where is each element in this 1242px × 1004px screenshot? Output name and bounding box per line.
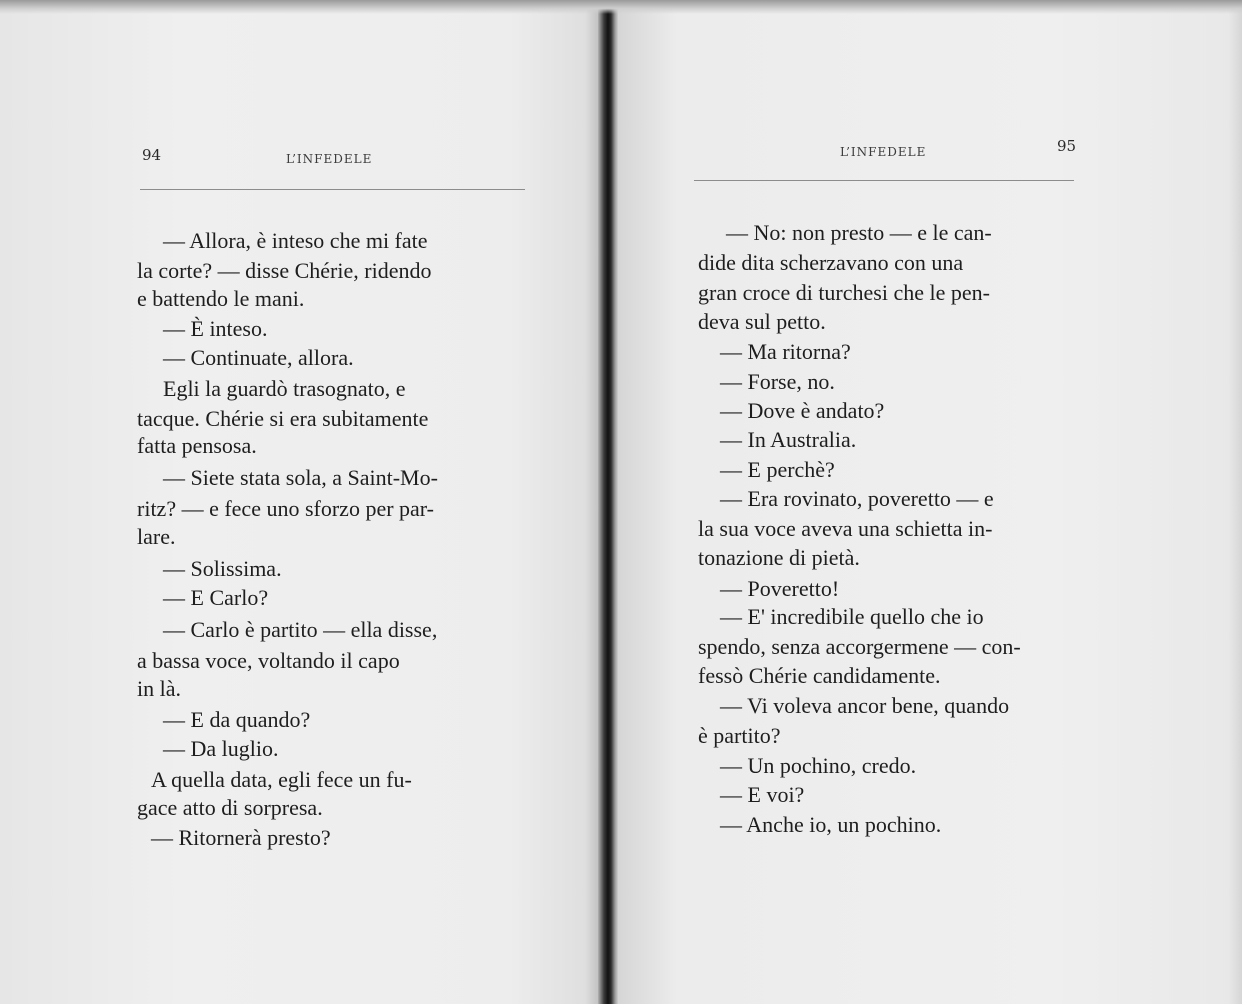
text-line: — Allora, è inteso che mi fate	[163, 228, 428, 253]
text-line: Egli la guardò trasognato, e	[163, 376, 406, 401]
page-edge-shadow	[1228, 0, 1242, 1004]
left-page	[0, 0, 600, 1004]
text-line: — Dove è andato?	[720, 398, 885, 423]
text-line: — Continuate, allora.	[163, 345, 354, 370]
text-line: — Anche io, un pochino.	[720, 812, 942, 837]
text-line: — Era rovinato, poveretto — e	[720, 486, 994, 511]
right-page	[614, 0, 1242, 1004]
text-line: A quella data, egli fece un fu-	[151, 767, 412, 792]
text-line: fessò Chérie candidamente.	[698, 663, 941, 688]
running-head-right: L’INFEDELE	[840, 145, 927, 159]
text-line: ritz? — e fece uno sforzo per par-	[137, 496, 435, 521]
text-line: gace atto di sorpresa.	[137, 795, 323, 820]
text-line: — E perchè?	[720, 457, 835, 482]
text-line: fatta pensosa.	[137, 433, 257, 458]
text-line: tacque. Chérie si era subitamente	[137, 406, 429, 431]
text-line: — Poveretto!	[720, 576, 840, 601]
running-head-left: L’INFEDELE	[286, 152, 373, 166]
text-line: — Siete stata sola, a Saint-Mo-	[163, 465, 438, 490]
text-line: — Solissima.	[163, 556, 282, 581]
header-rule-right	[694, 180, 1074, 181]
text-line: tonazione di pietà.	[698, 545, 860, 570]
text-line: — È inteso.	[163, 316, 268, 341]
text-line: a bassa voce, voltando il capo	[137, 648, 400, 673]
text-line: e battendo le mani.	[137, 286, 305, 311]
text-line: deva sul petto.	[698, 309, 826, 334]
page-number-right: 95	[1057, 137, 1077, 155]
text-line: — Carlo è partito — ella disse,	[163, 617, 438, 642]
text-line: — E Carlo?	[163, 585, 269, 610]
gutter-shadow	[585, 0, 599, 1004]
text-line: — Forse, no.	[720, 369, 835, 394]
page-number-left: 94	[142, 146, 162, 164]
text-line: — E voi?	[720, 782, 805, 807]
text-line: — In Australia.	[720, 427, 857, 452]
text-line: spendo, senza accorgermene — con-	[698, 634, 1021, 659]
text-line: — E da quando?	[163, 707, 311, 732]
text-line: — Un pochino, credo.	[720, 753, 917, 778]
text-line: — E' incredibile quello che io	[720, 604, 984, 629]
text-line: la corte? — disse Chérie, ridendo	[137, 258, 432, 283]
text-line: — Ma ritorna?	[720, 339, 851, 364]
text-line: dide dita scherzavano con una	[698, 250, 964, 275]
text-line: in là.	[137, 676, 181, 701]
top-scan-edge	[0, 0, 1242, 14]
book-gutter	[598, 0, 618, 1004]
text-line: lare.	[137, 524, 176, 549]
text-line: la sua voce aveva una schietta in-	[698, 516, 993, 541]
text-line: gran croce di turchesi che le pen-	[698, 280, 990, 305]
text-line: — Ritornerà presto?	[151, 825, 331, 850]
text-line: — Da luglio.	[163, 736, 279, 761]
text-line: è partito?	[698, 723, 781, 748]
text-line: — No: non presto — e le can-	[726, 220, 992, 245]
text-line: — Vi voleva ancor bene, quando	[720, 693, 1010, 718]
header-rule-left	[140, 189, 525, 190]
